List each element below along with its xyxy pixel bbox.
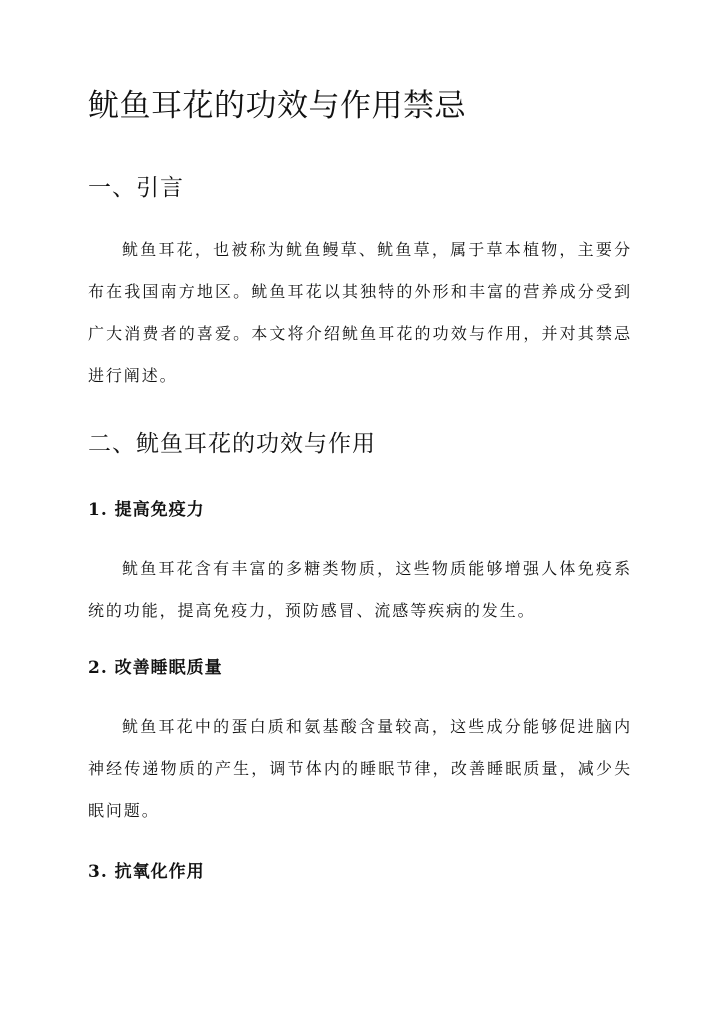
subsection-heading-sleep: 2. 改善睡眠质量 [88, 658, 223, 678]
immunity-paragraph: 鱿鱼耳花含有丰富的多糖类物质，这些物质能够增强人体免疫系统的功能，提高免疫力，预防感冒、流感等疾病的发生。 [88, 559, 632, 620]
introduction-paragraph: 鱿鱼耳花，也被称为鱿鱼鳗草、鱿鱼草，属于草本植物，主要分布在我国南方地区。鱿鱼耳花以其独特的外形和丰富的营养成分受到广大消费者的喜爱。本文将介绍鱿鱼耳花的功效与作用，并对其禁忌进行阐述。 [88, 240, 632, 385]
section-heading-benefits: 二、鱿鱼耳花的功效与作用 [88, 431, 376, 457]
section-heading-introduction: 一、引言 [88, 175, 184, 201]
document-title: 鱿鱼耳花的功效与作用禁忌 [88, 88, 466, 124]
subsection-heading-antioxidant: 3. 抗氧化作用 [88, 862, 205, 882]
sleep-paragraph: 鱿鱼耳花中的蛋白质和氨基酸含量较高，这些成分能够促进脑内神经传递物质的产生，调节体内的睡眠节律，改善睡眠质量，减少失眠问题。 [88, 717, 632, 820]
subsection-heading-immunity: 1. 提高免疫力 [88, 500, 205, 520]
